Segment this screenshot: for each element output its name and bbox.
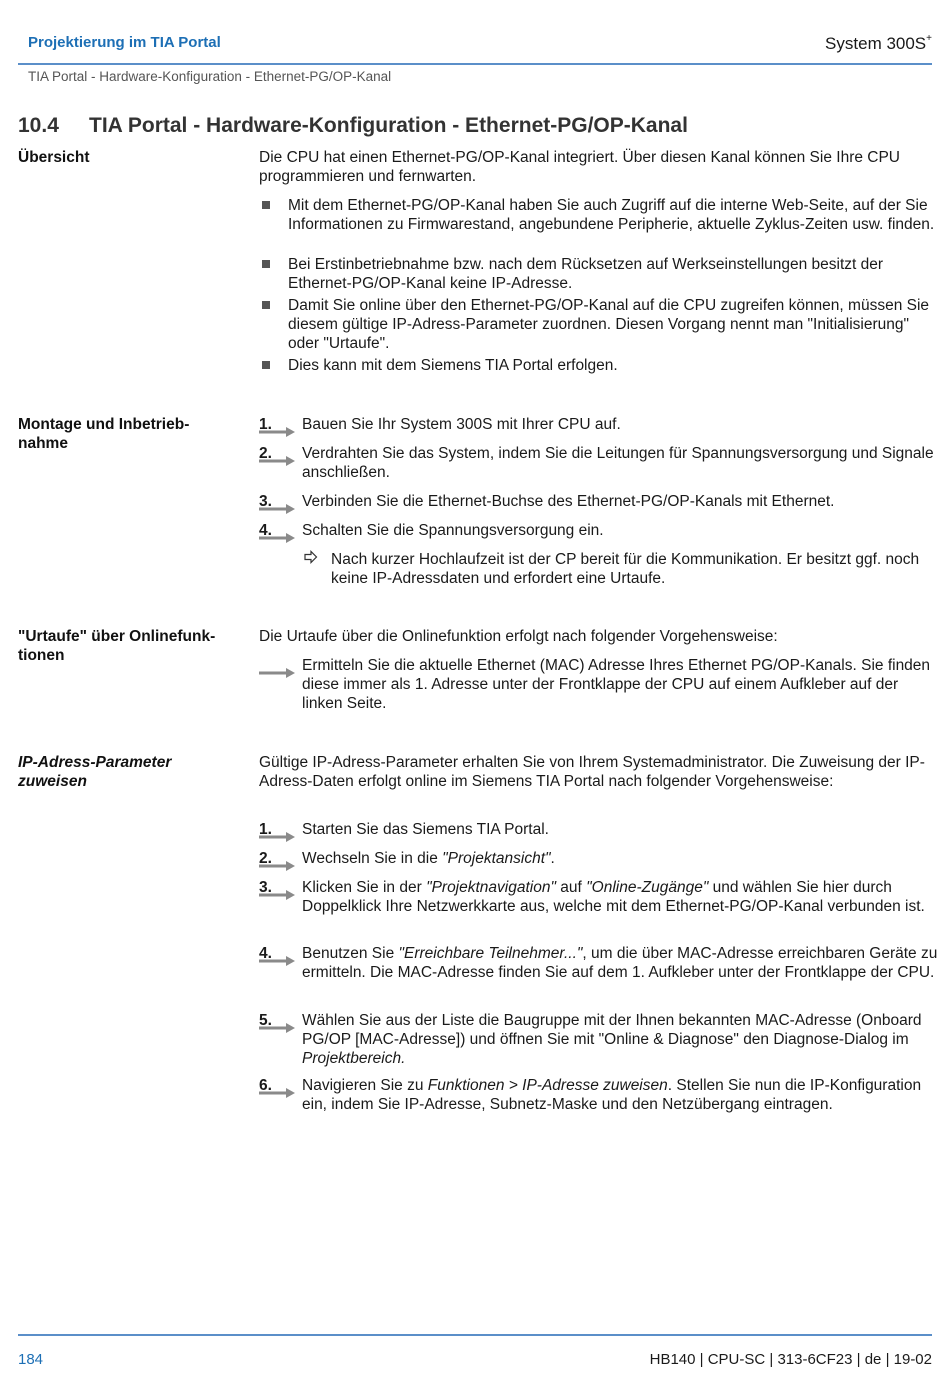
step-text-emphasis: Funktionen > IP-Adresse zuweisen	[427, 1077, 668, 1094]
step-arrow-icon	[259, 427, 295, 437]
step-text-emphasis: Projektbereich.	[302, 1050, 406, 1067]
bullet-text: Damit Sie online über den Ethernet-PG/OP-Kanal auf die CPU zugreifen können, müssen Sie diesem gültige IP-Adress-Parameter zuordnen. Diesen Vorgang nennt man "Initialisierung" oder "Urtaufe".	[288, 297, 930, 352]
header-rule	[18, 63, 932, 65]
step-text	[302, 944, 939, 982]
step-text-emphasis: "Online-Zugänge"	[586, 879, 709, 896]
step-text-part: Navigieren Sie zu	[302, 1077, 428, 1094]
section-number: 10.4	[18, 114, 59, 137]
bullet-square-icon	[262, 301, 270, 309]
step-text-part: Klicken Sie in der	[302, 879, 427, 896]
breadcrumb: TIA Portal - Hardware-Konfiguration - Ethernet-PG/OP-Kanal	[28, 69, 392, 84]
step-number: 2.	[259, 445, 272, 462]
step-text-emphasis: "Erreichbare Teilnehmer..."	[398, 945, 583, 962]
step-text	[302, 1076, 939, 1114]
step-text: Verbinden Sie die Ethernet-Buchse des Ethernet-PG/OP-Kanals mit Ethernet.	[302, 493, 835, 510]
step-number: 1.	[259, 821, 272, 838]
step-text-part: .	[550, 850, 555, 867]
urtaufe-title: "Urtaufe" über Onlinefunktionen	[18, 628, 216, 664]
step-text-part: , um die über MAC-Adresse erreichbaren Geräte zu ermitteln. Die MAC-Adresse finden Sie auf dem 1. Aufkleber unter der Frontklappe der CPU.	[302, 945, 938, 981]
step-arrow-icon	[259, 668, 295, 678]
page-number: 184	[18, 1351, 44, 1368]
step-text-part: und wählen Sie hier durch Doppelklick Ihre Netzwerkkarte aus, welche mit dem Ethernet-PG/OP-Kanal verbunden ist.	[302, 879, 925, 915]
step-text: Verdrahten Sie das System, indem Sie die Leitungen für Spannungsversorgung und Signale anschließen.	[302, 445, 934, 481]
step-arrow-icon	[259, 456, 295, 466]
bullet-square-icon	[262, 201, 270, 209]
step-text-part: Wechseln Sie in die	[302, 850, 443, 867]
step-text-part: auf	[555, 879, 587, 896]
step-number: 5.	[259, 1012, 272, 1029]
step-arrow-icon	[259, 1088, 295, 1098]
step-text	[302, 849, 939, 868]
system-name	[825, 33, 932, 54]
step-arrow-icon	[259, 890, 295, 900]
step-arrow-icon	[259, 1023, 295, 1033]
step-text: Schalten Sie die Spannungsversorgung ein.	[302, 522, 604, 539]
step-number: 6.	[259, 1077, 272, 1094]
step-arrow-icon	[259, 832, 295, 842]
step-number: 3.	[259, 493, 272, 510]
system-superscript: +	[926, 33, 932, 44]
footer-rule	[18, 1334, 932, 1336]
step-text-part: Starten Sie das Siemens TIA Portal.	[302, 821, 549, 838]
bullet-square-icon	[262, 260, 270, 268]
system-label: System 300S	[825, 34, 927, 53]
section-heading	[18, 114, 688, 138]
step-arrow-icon	[259, 504, 295, 514]
chapter-title: Projektierung im TIA Portal	[28, 34, 221, 51]
ip-title: IP-Adress-Parameter zuweisen	[18, 754, 172, 790]
document-id: HB140 | CPU-SC | 313-6CF23 | de | 19-02	[649, 1351, 932, 1368]
step-text-emphasis: "Projektansicht"	[442, 850, 551, 867]
step-number: 4.	[259, 945, 272, 962]
bullet-text: Mit dem Ethernet-PG/OP-Kanal haben Sie auch Zugriff auf die interne Web-Seite, auf der Sie Informationen zu Firmwarestand, angebundene Peripherie, aktuelle Zyklus-Zeiten usw. finden.	[288, 197, 935, 233]
result-arrow-icon	[304, 550, 318, 564]
bullet-text: Bei Erstinbetriebnahme bzw. nach dem Rücksetzen auf Werkseinstellungen besitzt der Ethernet-PG/OP-Kanal keine IP-Adresse.	[288, 256, 884, 292]
step-text: Bauen Sie Ihr System 300S mit Ihrer CPU auf.	[302, 416, 621, 433]
step-text-emphasis: "Projektnavigation"	[426, 879, 556, 896]
step-number: 2.	[259, 850, 272, 867]
step-text: Ermitteln Sie die aktuelle Ethernet (MAC) Adresse Ihres Ethernet PG/OP-Kanals. Sie finden diese immer als 1. Adresse unter der Frontklappe der CPU auf einem Aufkleber auf der linken Seite.	[302, 657, 931, 712]
step-arrow-icon	[259, 861, 295, 871]
step-arrow-icon	[259, 956, 295, 966]
montage-title: Montage und Inbetriebnahme	[18, 416, 190, 452]
urtaufe-intro: Die Urtaufe über die Onlinefunktion erfolgt nach folgender Vorgehensweise:	[259, 628, 778, 645]
step-number: 3.	[259, 879, 272, 896]
step-text-part: . Stellen Sie nun die IP-Konfiguration ein, indem Sie IP-Adresse, Subnetz-Maske und den Netzübergang eintragen.	[302, 1077, 922, 1113]
ip-intro: Gültige IP-Adress-Parameter erhalten Sie von Ihrem Systemadministrator. Die Zuweisung der IP-Adress-Daten erfolgt online im Siemens TIA Portal nach folgender Vorgehensweise:	[259, 754, 925, 790]
section-title: TIA Portal - Hardware-Konfiguration - Ethernet-PG/OP-Kanal	[89, 114, 688, 137]
step-number: 4.	[259, 522, 272, 539]
bullet-square-icon	[262, 361, 270, 369]
bullet-text: Dies kann mit dem Siemens TIA Portal erfolgen.	[288, 357, 618, 374]
step-text-part: Benutzen Sie	[302, 945, 399, 962]
step-text-part: Wählen Sie aus der Liste die Baugruppe mit der Ihnen bekannten MAC-Adresse (Onboard PG/OP [MAC-Adresse]) und öffnen Sie mit "Online & Diagnose" den Diagnose-Dialog im	[302, 1012, 922, 1048]
overview-intro: Die CPU hat einen Ethernet-PG/OP-Kanal integriert. Über diesen Kanal können Sie Ihre CPU programmieren und fernwarten.	[259, 149, 901, 185]
overview-title: Übersicht	[18, 149, 90, 166]
step-arrow-icon	[259, 533, 295, 543]
step-text	[302, 878, 939, 916]
result-text: Nach kurzer Hochlaufzeit ist der CP bereit für die Kommunikation. Er besitzt ggf. noch keine IP-Adressdaten und erfordert eine Urtaufe.	[331, 551, 920, 587]
step-text	[302, 1011, 939, 1068]
step-text	[302, 820, 939, 839]
step-number: 1.	[259, 416, 272, 433]
